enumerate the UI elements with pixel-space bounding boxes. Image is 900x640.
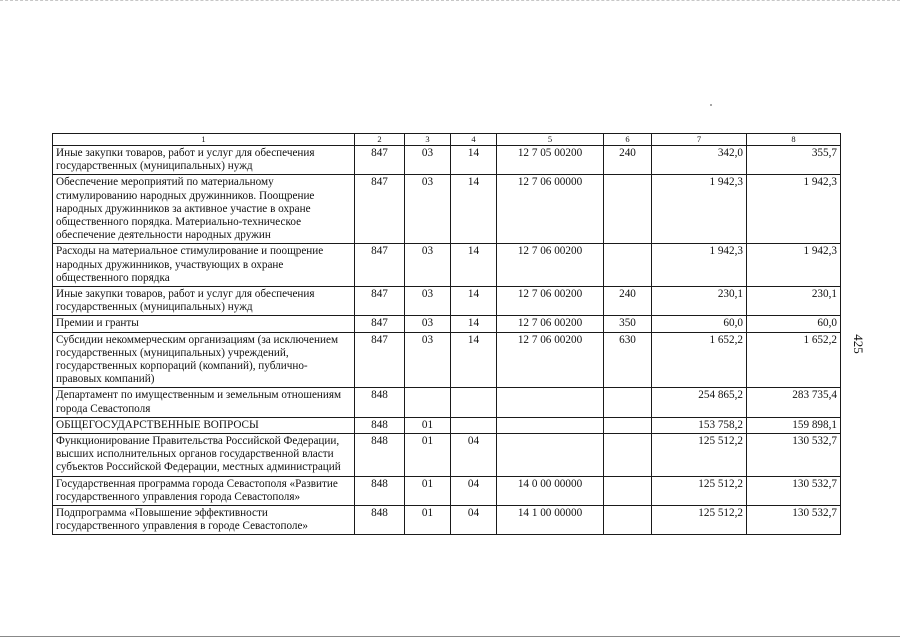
table-row [53,476,841,505]
cell-expense-type: 240 [604,287,652,316]
scan-top-edge [0,0,900,4]
cell-section [405,388,451,417]
cell-expense-type [604,388,652,417]
cell-department-code: 847 [355,146,405,175]
col-header-5: 5 [497,134,604,146]
row-name: Расходы на материальное стимулирование и поощрение народных дружинников, участвующих в охране общественного порядка [53,244,355,287]
cell-amount-col8: 130 532,7 [747,506,841,535]
row-name: Иные закупки товаров, работ и услуг для обеспечения государственных (муниципальных) нужд [53,146,355,175]
table-row [53,434,841,477]
cell-subsection [451,388,497,417]
cell-amount-col8: 130 532,7 [747,434,841,477]
table-row [53,388,841,417]
cell-department-code: 847 [355,287,405,316]
cell-subsection: 14 [451,146,497,175]
cell-section: 03 [405,332,451,388]
table-body [53,146,841,535]
cell-section: 01 [405,506,451,535]
cell-department-code: 848 [355,417,405,433]
column-number-row [53,134,841,146]
cell-amount-col7: 125 512,2 [652,476,747,505]
row-name: Иные закупки товаров, работ и услуг для обеспечения государственных (муниципальных) нужд [53,287,355,316]
cell-amount-col8: 355,7 [747,146,841,175]
cell-section: 03 [405,287,451,316]
cell-target-article: 12 7 05 00200 [497,146,604,175]
cell-expense-type [604,417,652,433]
table-row [53,417,841,433]
cell-amount-col8: 1 942,3 [747,175,841,244]
cell-expense-type [604,506,652,535]
row-name: Премии и гранты [53,316,355,332]
cell-amount-col7: 125 512,2 [652,506,747,535]
table-row [53,287,841,316]
cell-target-article: 12 7 06 00200 [497,287,604,316]
cell-department-code: 847 [355,175,405,244]
cell-amount-col7: 125 512,2 [652,434,747,477]
cell-section: 03 [405,175,451,244]
cell-department-code: 847 [355,244,405,287]
cell-section: 03 [405,146,451,175]
table-row [53,175,841,244]
cell-amount-col8: 159 898,1 [747,417,841,433]
cell-section: 03 [405,244,451,287]
cell-expense-type [604,244,652,287]
row-name: Государственная программа города Севастополя «Развитие государственного управления города Севастополя» [53,476,355,505]
cell-target-article: 12 7 06 00200 [497,332,604,388]
row-name: Подпрограмма «Повышение эффективности государственного управления в городе Севастополе» [53,506,355,535]
row-name: Обеспечение мероприятий по материальному стимулированию народных дружинников. Поощрение народных дружинников за активное участие в охране общественного порядка. Материально-техническое обеспечение деятельности народных дружин [53,175,355,244]
row-name: Департамент по имущественным и земельным отношениям города Севастополя [53,388,355,417]
cell-subsection: 14 [451,244,497,287]
scan-bottom-edge [0,636,900,637]
table-row [53,506,841,535]
table-row [53,316,841,332]
cell-amount-col8: 60,0 [747,316,841,332]
cell-subsection [451,417,497,433]
col-header-1: 1 [53,134,355,146]
cell-subsection: 04 [451,506,497,535]
cell-target-article [497,434,604,477]
cell-expense-type [604,175,652,244]
row-name: Функционирование Правительства Российской Федерации, высших исполнительных органов государственной власти субъектов Российской Федерации, местных администраций [53,434,355,477]
cell-department-code: 848 [355,434,405,477]
cell-expense-type: 240 [604,146,652,175]
col-header-7: 7 [652,134,747,146]
cell-amount-col7: 342,0 [652,146,747,175]
cell-target-article: 12 7 06 00000 [497,175,604,244]
cell-section: 01 [405,434,451,477]
col-header-4: 4 [451,134,497,146]
col-header-3: 3 [405,134,451,146]
cell-amount-col7: 1 652,2 [652,332,747,388]
cell-subsection: 04 [451,434,497,477]
cell-amount-col7: 153 758,2 [652,417,747,433]
cell-department-code: 847 [355,316,405,332]
cell-amount-col8: 130 532,7 [747,476,841,505]
cell-target-article: 14 1 00 00000 [497,506,604,535]
row-name: ОБЩЕГОСУДАРСТВЕННЫЕ ВОПРОСЫ [53,417,355,433]
cell-target-article: 12 7 06 00200 [497,244,604,287]
table-row [53,244,841,287]
page-number: 425 [850,334,866,354]
cell-department-code: 847 [355,332,405,388]
cell-expense-type [604,476,652,505]
row-name: Субсидии некоммерческим организациям (за исключением государственных (муниципальных) учреждений, государственных корпораций (компаний), публично-правовых компаний) [53,332,355,388]
cell-amount-col7: 1 942,3 [652,175,747,244]
col-header-6: 6 [604,134,652,146]
cell-amount-col7: 60,0 [652,316,747,332]
table-row [53,146,841,175]
cell-amount-col8: 283 735,4 [747,388,841,417]
col-header-2: 2 [355,134,405,146]
cell-subsection: 14 [451,287,497,316]
scan-speck [710,104,712,106]
cell-section: 01 [405,417,451,433]
cell-section: 03 [405,316,451,332]
cell-department-code: 848 [355,476,405,505]
cell-target-article [497,417,604,433]
cell-section: 01 [405,476,451,505]
cell-subsection: 04 [451,476,497,505]
cell-subsection: 14 [451,175,497,244]
cell-subsection: 14 [451,316,497,332]
cell-expense-type: 630 [604,332,652,388]
cell-amount-col8: 1 942,3 [747,244,841,287]
cell-department-code: 848 [355,388,405,417]
cell-department-code: 848 [355,506,405,535]
cell-amount-col7: 1 942,3 [652,244,747,287]
cell-amount-col7: 230,1 [652,287,747,316]
cell-target-article [497,388,604,417]
col-header-8: 8 [747,134,841,146]
cell-subsection: 14 [451,332,497,388]
cell-expense-type: 350 [604,316,652,332]
cell-amount-col7: 254 865,2 [652,388,747,417]
budget-table [52,133,841,535]
cell-target-article: 14 0 00 00000 [497,476,604,505]
cell-expense-type [604,434,652,477]
cell-amount-col8: 230,1 [747,287,841,316]
cell-amount-col8: 1 652,2 [747,332,841,388]
table-row [53,332,841,388]
cell-target-article: 12 7 06 00200 [497,316,604,332]
